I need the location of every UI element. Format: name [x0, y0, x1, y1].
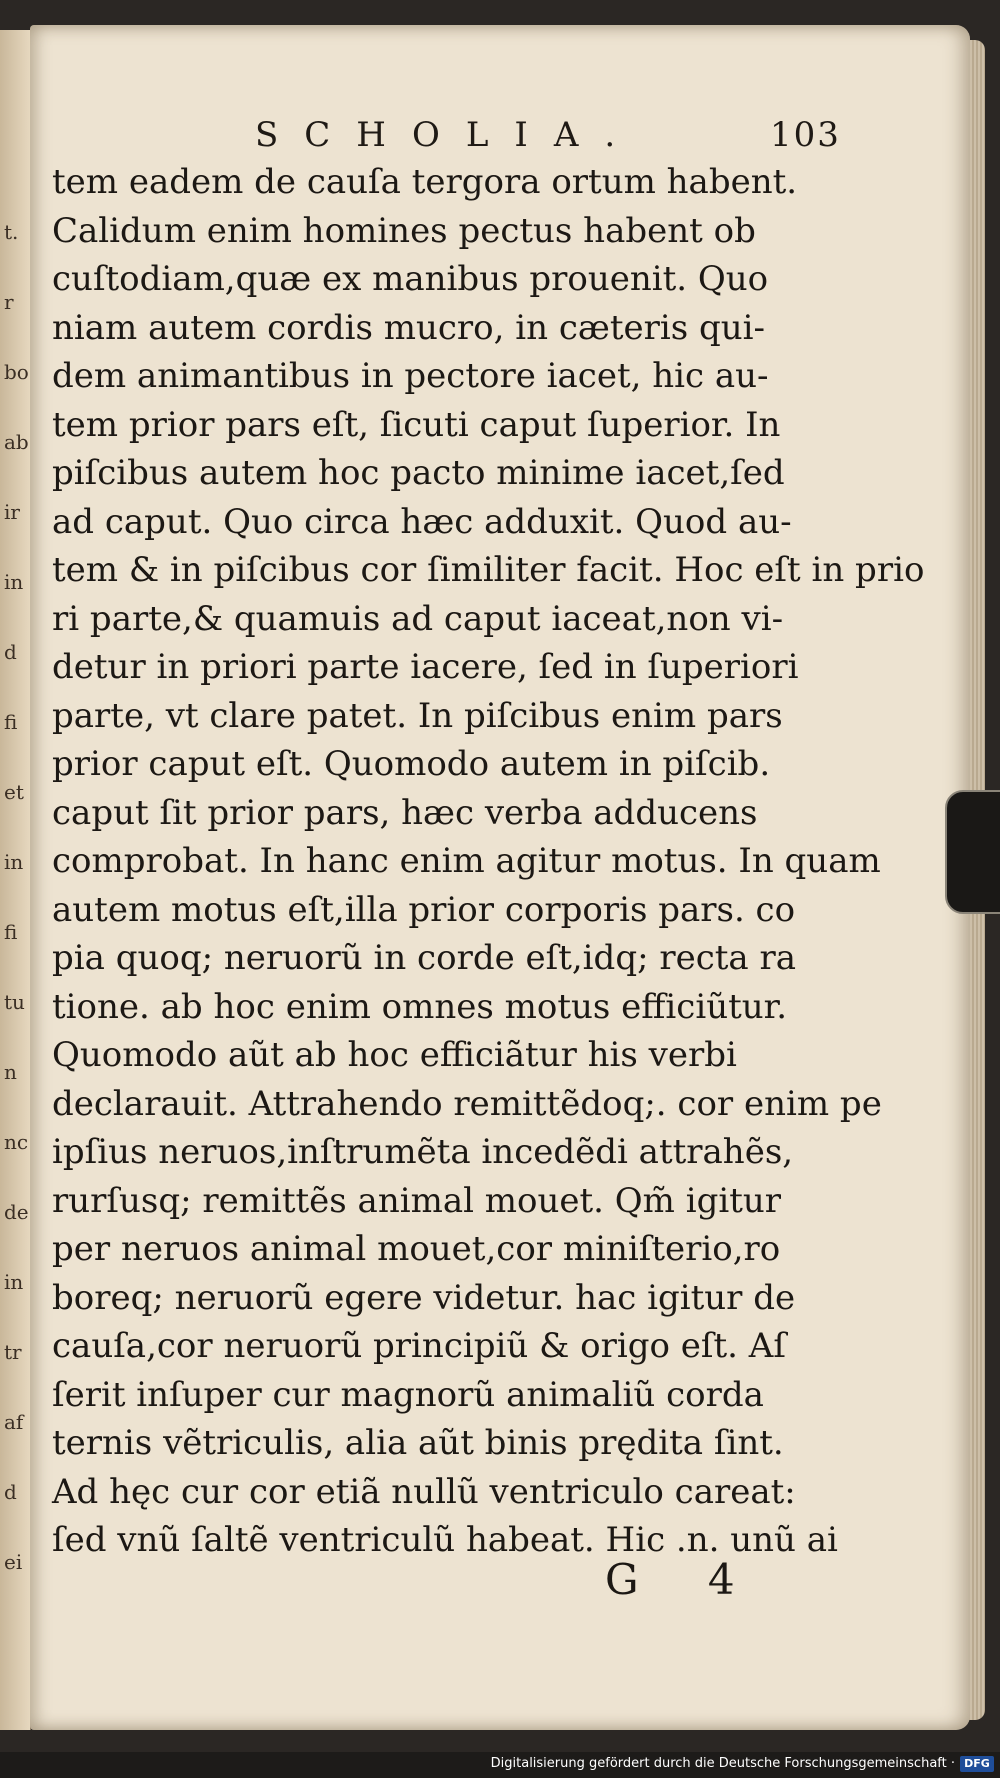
facing-page-fragment: et	[4, 780, 24, 804]
facing-page-fragment: ir	[4, 500, 20, 524]
text-line: parte, vt clare patet. In piſcibus enim pars	[52, 695, 783, 736]
text-line: per neruos animal mouet,cor miniſterio,ro	[52, 1229, 781, 1269]
facing-page-fragment: in	[4, 570, 24, 594]
body-text	[52, 158, 925, 1565]
running-head: SCHOLIA.	[255, 115, 642, 155]
text-line: niam autem cordis mucro, in cæteris qui-	[52, 307, 766, 348]
facing-page-fragment: r	[4, 290, 14, 314]
facing-page-fragment: tr	[4, 1340, 22, 1364]
signature-mark: G 4	[605, 1555, 763, 1604]
text-line: ri parte,& quamuis ad caput iaceat,non vi-	[52, 598, 784, 639]
text-line: declarauit. Attrahendo remittẽdoq;. cor enim pe	[52, 1083, 882, 1124]
bookmark-clip	[945, 790, 1000, 914]
facing-page-fragment: ei	[4, 1550, 23, 1574]
text-line: tem eadem de cauſa tergora ortum habent.	[52, 162, 798, 202]
text-line: rurſusq; remittẽs animal mouet. Qm̃ igitur	[52, 1180, 782, 1221]
facing-page-fragment: n	[4, 1060, 17, 1084]
text-line: ſerit inſuper cur magnorũ animaliũ corda	[52, 1374, 764, 1415]
text-line: detur in priori parte iacere, ſed in ſuperiori	[52, 647, 799, 687]
text-line: piſcibus autem hoc pacto minime iacet,ſed	[52, 453, 785, 493]
digitization-credit: Digitalisierung gefördert durch die Deutsche Forschungsgemeinschaft ·	[490, 1756, 955, 1771]
text-line: Quomodo aũt ab hoc efficiãtur his verbi	[52, 1035, 737, 1075]
text-line: ternis vẽtriculis, alia aũt binis prędita ſint.	[52, 1423, 784, 1463]
facing-page-fragment: in	[4, 1270, 24, 1294]
facing-page-fragment: af	[4, 1410, 24, 1434]
facing-page-fragment: fi	[4, 710, 18, 734]
facing-page-edge	[0, 30, 31, 1730]
text-line: tione. ab hoc enim omnes motus efficiũtur.	[52, 986, 788, 1027]
facing-page-fragment: d	[4, 640, 17, 664]
dfg-logo: DFG	[960, 1756, 994, 1772]
text-line: tem prior pars eſt, ſicuti caput ſuperior. In	[52, 404, 781, 445]
text-line: caput ſit prior pars, hæc verba adducens	[52, 792, 758, 833]
text-line: cauſa,cor neruorũ principiũ & origo eſt. Aſ	[52, 1326, 786, 1366]
text-line: Ad hęc cur cor etiã nullũ ventriculo careat:	[52, 1471, 796, 1512]
text-line: autem motus eſt,illa prior corporis pars. co	[52, 889, 796, 930]
facing-page-fragment: d	[4, 1480, 17, 1504]
text-line: cuſtodiam,quæ ex manibus prouenit. Quo	[52, 259, 769, 299]
facing-page-fragment: in	[4, 850, 24, 874]
text-line: pia quoq; neruorũ in corde eſt,idq; recta ra	[52, 938, 797, 978]
facing-page-fragment: ab	[4, 430, 29, 454]
text-line: boreq; neruorũ egere videtur. hac igitur de	[52, 1277, 796, 1318]
facing-page-fragment: nc	[4, 1130, 29, 1154]
facing-page-fragment: fi	[4, 920, 18, 944]
text-line: Calidum enim homines pectus habent ob	[52, 210, 756, 251]
text-line: prior caput eſt. Quomodo autem in piſcib.	[52, 744, 771, 784]
text-line: tem & in piſcibus cor ſimiliter facit. Hoc eſt in prio	[52, 550, 925, 590]
text-line: ad caput. Quo circa hæc adduxit. Quod au-	[52, 501, 792, 542]
text-line: ipſius neruos,inſtrumẽta incedẽdi attrahẽs,	[52, 1132, 794, 1172]
text-line: dem animantibus in pectore iacet, hic au-	[52, 356, 769, 396]
facing-page-fragment: bo	[4, 360, 29, 384]
facing-page-fragment: t.	[4, 220, 19, 244]
facing-page-fragment: tu	[4, 990, 25, 1014]
facing-page-fragment: de	[4, 1200, 29, 1224]
text-line: ſed vnũ ſaltẽ ventriculũ habeat. Hic .n. unũ ai	[52, 1520, 838, 1560]
text-line: comprobat. In hanc enim agitur motus. In quam	[52, 841, 881, 881]
page-number: 103	[770, 115, 841, 155]
